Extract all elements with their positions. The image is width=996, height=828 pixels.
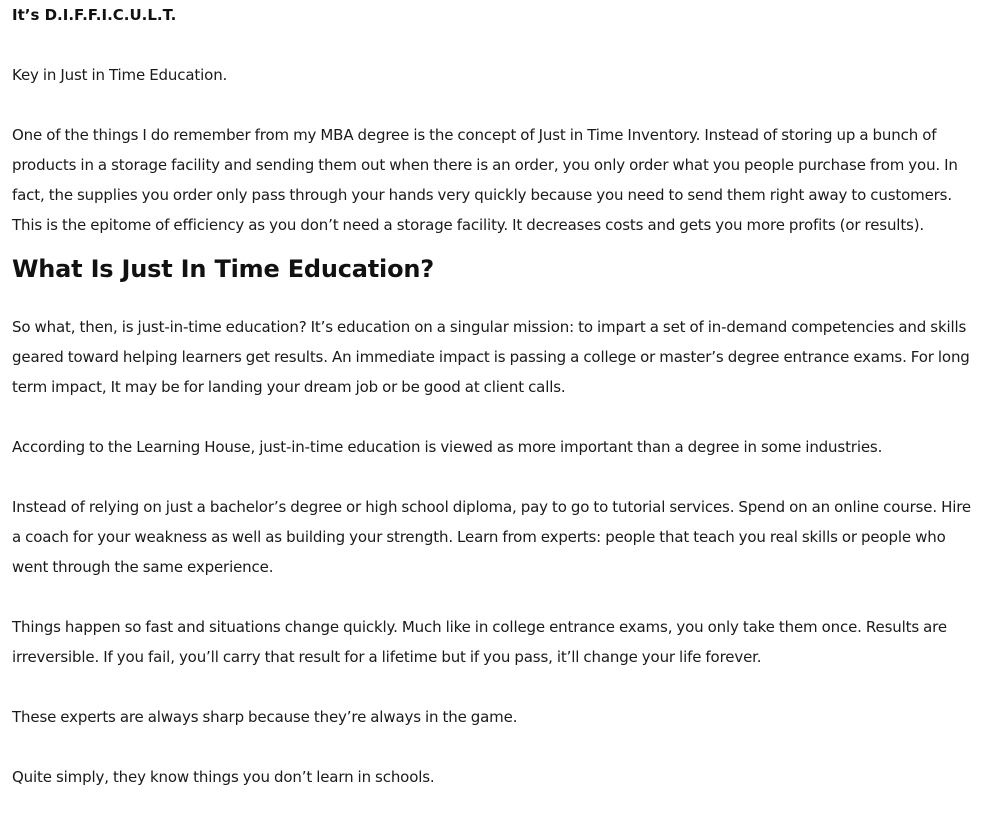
body-paragraph-3: Instead of relying on just a bachelor’s degree or high school diploma, pay to go to tutorial services. Spend on an online course. Hire a coach for your weakness as well as building your strength. Learn from experts: people that teach you real skills or people who went through the same experience. (12, 498, 971, 576)
body-paragraph-5: These experts are always sharp because they’re always in the game. (12, 708, 518, 726)
intro-paragraph: One of the things I do remember from my MBA degree is the concept of Just in Time Inventory. Instead of storing up a bunch of products in a storage facility and sending them out when there is an order, you only order what you people purchase from you. In fact, the supplies you order only pass through your hands very quickly because you need to send them right away to customers. This is the epitome of efficiency as you don’t need a storage facility. It decreases costs and gets you more profits (or results). (12, 126, 958, 234)
body-paragraph-6: Quite simply, they know things you don’t learn in schools. (12, 768, 435, 786)
intro-key-paragraph: Key in Just in Time Education. (12, 66, 228, 84)
body-paragraph-1: So what, then, is just-in-time education? It’s education on a singular mission: to impart a set of in-demand competencies and skills geared toward helping learners get results. An immediate impact is passing a college or master’s degree entrance exams. For long term impact, It may be for landing your dream job or be good at client calls. (12, 318, 970, 396)
section-heading: What Is Just In Time Education? (12, 255, 434, 283)
body-paragraph-2: According to the Learning House, just-in-time education is viewed as more important than a degree in some industries. (12, 438, 883, 456)
intro-bold-line: It’s D.I.F.F.I.C.U.L.T. (12, 6, 177, 24)
body-paragraph-4: Things happen so fast and situations change quickly. Much like in college entrance exams, you only take them once. Results are irreversible. If you fail, you’ll carry that result for a lifetime but if you pass, it’ll change your life forever. (12, 618, 947, 666)
